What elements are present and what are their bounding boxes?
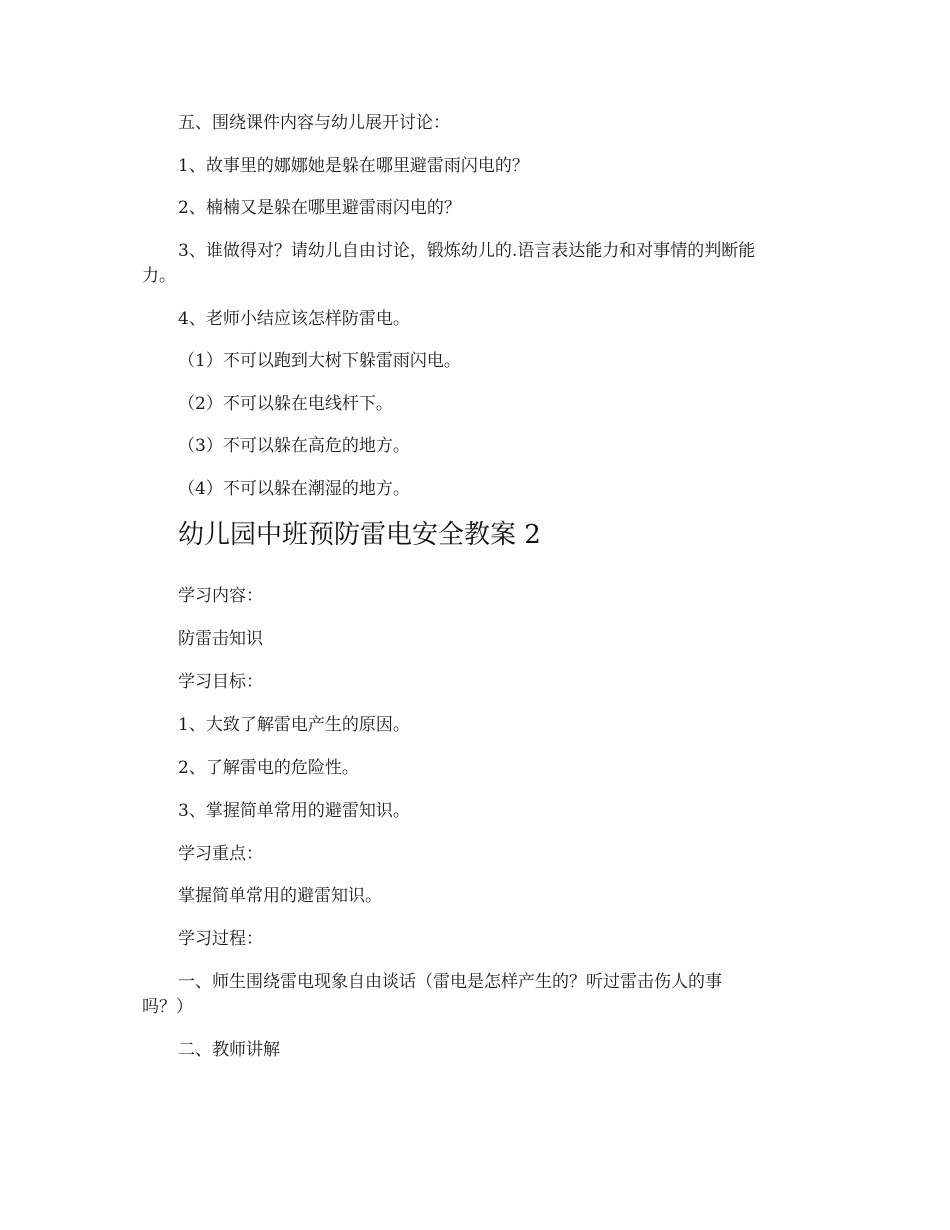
question-3-line-1: 3、谁做得对？请幼儿自由讨论，锻炼幼儿的.语言表达能力和对事情的判断能	[178, 241, 756, 261]
step-1-line-1: 一、师生围绕雷电现象自由谈话（雷电是怎样产生的？听过雷击伤人的事	[178, 972, 722, 992]
step-1-line-2: 吗？）	[142, 997, 193, 1017]
goal-item: 2、了解雷电的危险性。	[178, 758, 359, 778]
rule-item: （4）不可以躲在潮湿的地方。	[178, 479, 410, 499]
section-title: 幼儿园中班预防雷电安全教案 2	[178, 520, 541, 550]
focus-label: 学习重点：	[178, 844, 263, 864]
focus-value: 掌握简单常用的避雷知识。	[178, 886, 382, 906]
process-label: 学习过程：	[178, 929, 263, 949]
goal-item: 3、掌握简单常用的避雷知识。	[178, 801, 410, 821]
content-value: 防雷击知识	[178, 629, 263, 649]
content-label: 学习内容：	[178, 586, 263, 606]
step-2: 二、教师讲解	[178, 1040, 280, 1060]
rule-item: （3）不可以躲在高危的地方。	[178, 436, 410, 456]
question-4: 4、老师小结应该怎样防雷电。	[178, 309, 410, 329]
rule-item: （2）不可以躲在电线杆下。	[178, 394, 393, 414]
goals-label: 学习目标：	[178, 672, 263, 692]
goal-item: 1、大致了解雷电产生的原因。	[178, 715, 410, 735]
discussion-intro: 五、围绕课件内容与幼儿展开讨论：	[178, 113, 450, 133]
question-2: 2、楠楠又是躲在哪里避雷雨闪电的？	[178, 198, 461, 218]
question-3-line-2: 力。	[142, 266, 176, 286]
question-1: 1、故事里的娜娜她是躲在哪里避雷雨闪电的？	[178, 156, 529, 176]
rule-item: （1）不可以跑到大树下躲雷雨闪电。	[178, 351, 461, 371]
